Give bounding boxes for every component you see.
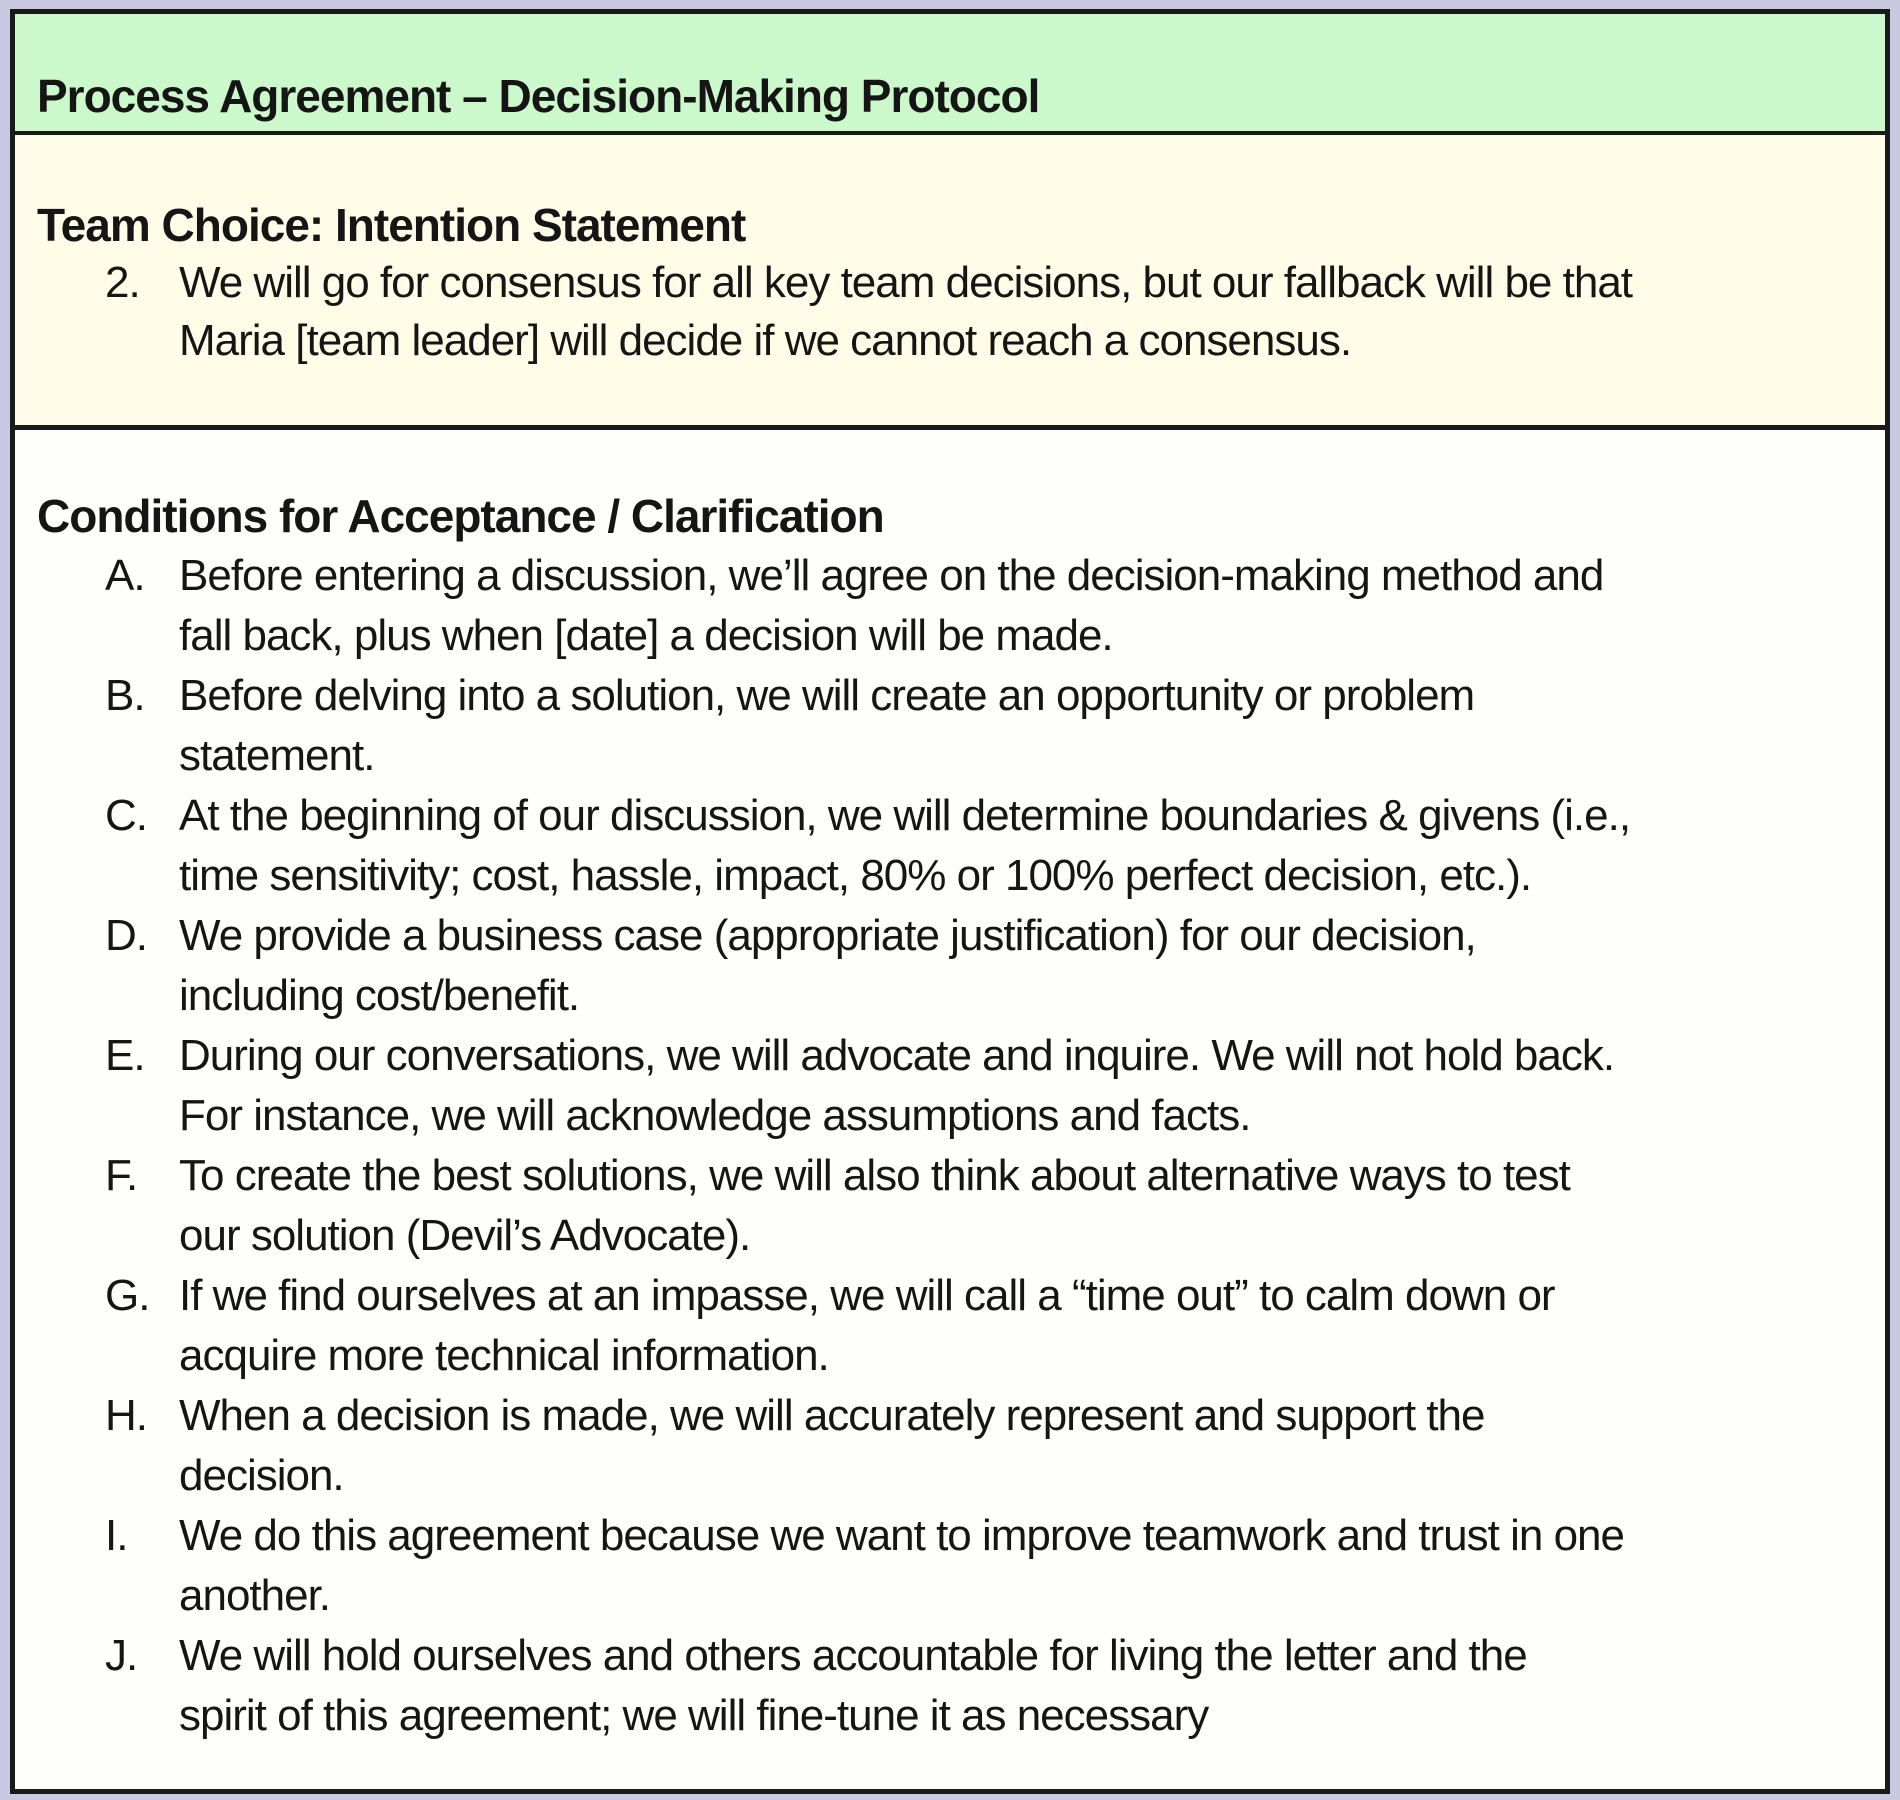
item-marker: E. <box>105 1031 145 1080</box>
item-text-line: acquire more technical information. <box>179 1331 829 1380</box>
conditions-heading: Conditions for Acceptance / Clarification <box>37 490 884 542</box>
conditions-section <box>15 430 1885 1789</box>
list-item <box>105 1506 1885 1626</box>
team-choice-heading: Team Choice: Intention Statement <box>37 199 746 251</box>
item-text-line: We do this agreement because we want to improve teamwork and trust in one <box>179 1511 1624 1560</box>
item-text-line: We will hold ourselves and others accountable for living the letter and the <box>179 1631 1527 1680</box>
item-marker: B. <box>105 671 145 720</box>
item-text-line: time sensitivity; cost, hassle, impact, 80% or 100% perfect decision, etc.). <box>179 851 1532 900</box>
item-text <box>179 1506 1624 1626</box>
item-marker: A. <box>105 551 145 600</box>
list-item <box>105 786 1885 906</box>
list-item <box>105 546 1885 666</box>
item-text-line: fall back, plus when [date] a decision will be made. <box>179 611 1113 660</box>
item-text-line: During our conversations, we will advocate and inquire. We will not hold back. <box>179 1031 1615 1080</box>
item-text-line: Before delving into a solution, we will create an opportunity or problem <box>179 671 1475 720</box>
item-marker: C. <box>105 791 147 840</box>
item-text-line: decision. <box>179 1451 344 1500</box>
item-marker: 2. <box>105 258 140 307</box>
conditions-list <box>15 546 1885 1746</box>
item-text <box>179 666 1474 786</box>
item-text-line: including cost/benefit. <box>179 971 580 1020</box>
item-text <box>179 1026 1614 1146</box>
list-item <box>105 1026 1885 1146</box>
item-text-line: Before entering a discussion, we’ll agree on the decision-making method and <box>179 551 1604 600</box>
item-marker: G. <box>105 1271 150 1320</box>
team-choice-list <box>15 254 1885 370</box>
item-text-line: another. <box>179 1571 331 1620</box>
item-text <box>179 906 1476 1026</box>
list-item <box>105 906 1885 1026</box>
title-band <box>15 14 1885 135</box>
item-marker: I. <box>105 1511 128 1560</box>
process-agreement-table <box>10 9 1890 1794</box>
item-text <box>179 1386 1484 1506</box>
list-item <box>105 1386 1885 1506</box>
item-text-line: For instance, we will acknowledge assumptions and facts. <box>179 1091 1251 1140</box>
item-text <box>179 546 1603 666</box>
item-text-line: our solution (Devil’s Advocate). <box>179 1211 751 1260</box>
item-text-line: When a decision is made, we will accurately represent and support the <box>179 1391 1485 1440</box>
list-item <box>105 1146 1885 1266</box>
item-text-line: Maria [team leader] will decide if we cannot reach a consensus. <box>179 316 1352 365</box>
item-text-line: We provide a business case (appropriate justification) for our decision, <box>179 911 1476 960</box>
item-text <box>179 1146 1570 1266</box>
list-item <box>105 666 1885 786</box>
item-text-line: statement. <box>179 731 375 780</box>
page-title: Process Agreement – Decision-Making Protocol <box>37 70 1040 122</box>
item-text-line: We will go for consensus for all key team decisions, but our fallback will be that <box>179 258 1633 307</box>
item-marker: J. <box>105 1631 138 1680</box>
item-text-line: spirit of this agreement; we will fine-tune it as necessary <box>179 1691 1209 1740</box>
item-text <box>179 786 1630 906</box>
item-text <box>179 254 1632 370</box>
item-text-line: To create the best solutions, we will also think about alternative ways to test <box>179 1151 1570 1200</box>
list-item <box>105 1266 1885 1386</box>
item-marker: F. <box>105 1151 138 1200</box>
team-choice-section <box>15 135 1885 430</box>
item-marker: D. <box>105 911 147 960</box>
item-text-line: If we find ourselves at an impasse, we will call a “time out” to calm down or <box>179 1271 1555 1320</box>
item-marker: H. <box>105 1391 147 1440</box>
list-item <box>105 254 1885 370</box>
item-text <box>179 1626 1527 1746</box>
item-text-line: At the beginning of our discussion, we will determine boundaries & givens (i.e., <box>179 791 1631 840</box>
list-item <box>105 1626 1885 1746</box>
item-text <box>179 1266 1555 1386</box>
